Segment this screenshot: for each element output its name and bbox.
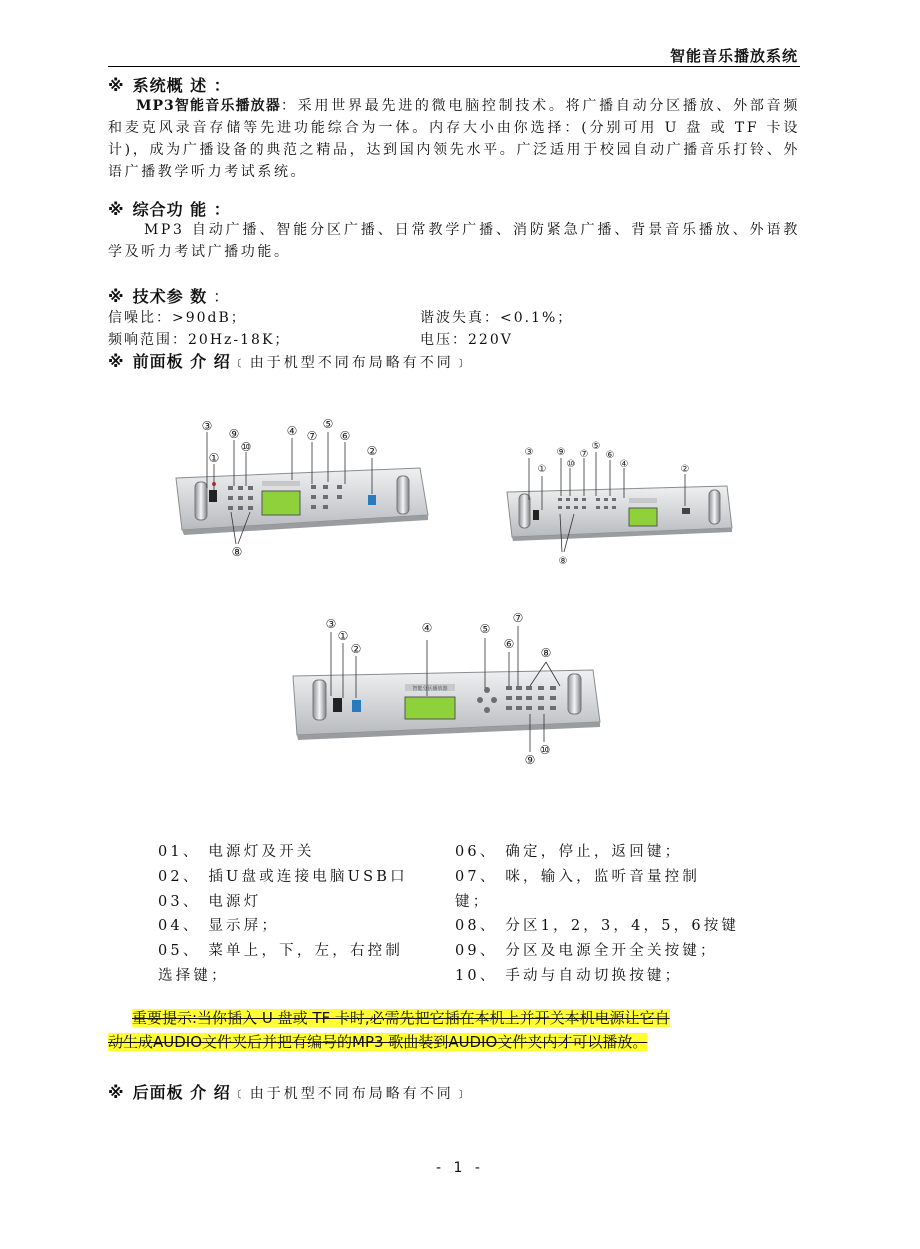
callout-8: ⑧	[231, 545, 243, 559]
callout-3: ③	[325, 617, 337, 631]
callout-9: ⑨	[228, 427, 240, 441]
reference-mark: ※	[108, 1083, 125, 1102]
callout-5: ⑤	[591, 441, 601, 452]
functions-paragraph: MP3 自动广播、智能分区广播、日常教学广播、消防紧急广播、背景音乐播放、外语教学及听力考试广播功能。	[108, 222, 800, 260]
legend-item: 02、 插U盘或连接电脑USB口	[158, 868, 408, 885]
callout-1: ①	[337, 629, 349, 643]
reference-mark: ※	[108, 352, 125, 371]
legend-item: 08、 分区1，2，3，4，5，6按键	[455, 918, 740, 935]
legend-item: 键；	[455, 893, 491, 910]
device-figure-3	[293, 611, 600, 767]
legend-item: 选择键；	[158, 967, 229, 984]
section-title: 综合功 能 ：	[132, 200, 231, 219]
callout-10: ⑩	[539, 743, 551, 757]
section-title: 系统概 述 ：	[132, 76, 231, 95]
callout-8: ⑧	[540, 646, 552, 660]
spec-voltage: 电压：220V	[420, 332, 513, 348]
legend-item: 07、 咪，输入，监听音量控制	[455, 868, 701, 885]
notice-line-1: 重要提示:当你插入 U 盘或 TF 卡时,必需先把它插在本机上并开关本机电源让它自	[132, 1009, 670, 1027]
callout-6: ⑥	[605, 450, 615, 461]
section-colon: ：	[213, 287, 231, 306]
section-note: ﹝由于机型不同布局略有不同﹞	[232, 355, 471, 371]
spec-thd: 谐波失真：<0.1%；	[420, 310, 574, 326]
legend-item: 01、 电源灯及开关	[158, 844, 315, 860]
callout-6: ⑥	[503, 637, 515, 651]
legend-item: 05、 菜单上，下，左，右控制	[158, 943, 404, 960]
legend-left-column	[158, 840, 443, 989]
callout-8: ⑧	[558, 556, 568, 567]
callout-4: ④	[619, 459, 629, 470]
callout-7: ⑦	[579, 449, 589, 460]
callout-1: ①	[208, 451, 220, 465]
device-label: 智能分区播放器	[412, 686, 448, 692]
spec-frequency: 频响范围：20Hz-18K；	[108, 332, 291, 348]
callout-9: ⑨	[524, 753, 536, 767]
section-rear-panel-heading	[108, 1080, 471, 1103]
legend-right-column	[455, 840, 765, 989]
section-note: ﹝由于机型不同布局略有不同﹞	[232, 1086, 471, 1102]
callout-7: ⑦	[306, 429, 318, 443]
callout-5: ⑤	[322, 417, 334, 431]
callout-1: ①	[537, 464, 547, 475]
callout-10: ⑩	[566, 459, 576, 470]
reference-mark: ※	[108, 287, 125, 306]
legend-item: 04、 显示屏；	[158, 918, 280, 935]
header-title: 智能音乐播放系统	[669, 47, 798, 65]
legend-item: 03、 电源灯	[158, 893, 262, 910]
callout-10: ⑩	[240, 440, 252, 454]
callout-3: ③	[201, 419, 213, 433]
callout-9: ⑨	[556, 447, 566, 458]
overview-body: ：采用世界最先进的微电脑控制技术。将广播自动分区播放、外部音频和麦克风录音存储等先进功能综合为一体。内存大小由你选择：(分别可用 U 盘 或 TF 卡设计)，成为广播设备的典范之精品，达到国内领先水平。广泛适用于校园自动广播音乐打铃、外语广播教学听力考试系统。	[108, 98, 800, 180]
legend-item: 09、 分区及电源全开全关按键；	[455, 943, 718, 960]
legend-item: 10、 手动与自动切换按键；	[455, 967, 683, 984]
page-number: - 1 -	[436, 1160, 484, 1176]
notice-line-2: 动生成AUDIO文件夹后并把有编号的MP3 歌曲装到AUDIO文件夹内才可以播放。	[108, 1033, 648, 1051]
section-title: 后面板 介 绍	[132, 1083, 231, 1102]
spec-snr: 信噪比：>90dB；	[108, 310, 247, 326]
reference-mark: ※	[108, 200, 125, 219]
product-name: MP3智能音乐播放器	[136, 98, 281, 114]
callout-2: ②	[350, 642, 362, 656]
device-figure-1	[176, 417, 428, 559]
callout-6: ⑥	[339, 429, 351, 443]
callout-2: ②	[366, 444, 378, 458]
device-figure-2	[507, 441, 732, 567]
reference-mark: ※	[108, 76, 125, 95]
legend-item: 06、 确定，停止，返回键；	[455, 844, 683, 860]
section-title: 技术参 数	[132, 287, 208, 306]
callout-3: ③	[524, 447, 534, 458]
callout-7: ⑦	[512, 611, 524, 625]
callout-4: ④	[286, 424, 298, 438]
callout-4: ④	[421, 621, 433, 635]
section-title: 前面板 介 绍	[132, 352, 231, 371]
callout-2: ②	[680, 464, 690, 475]
important-notice	[108, 1006, 800, 1054]
callout-5: ⑤	[479, 622, 491, 636]
